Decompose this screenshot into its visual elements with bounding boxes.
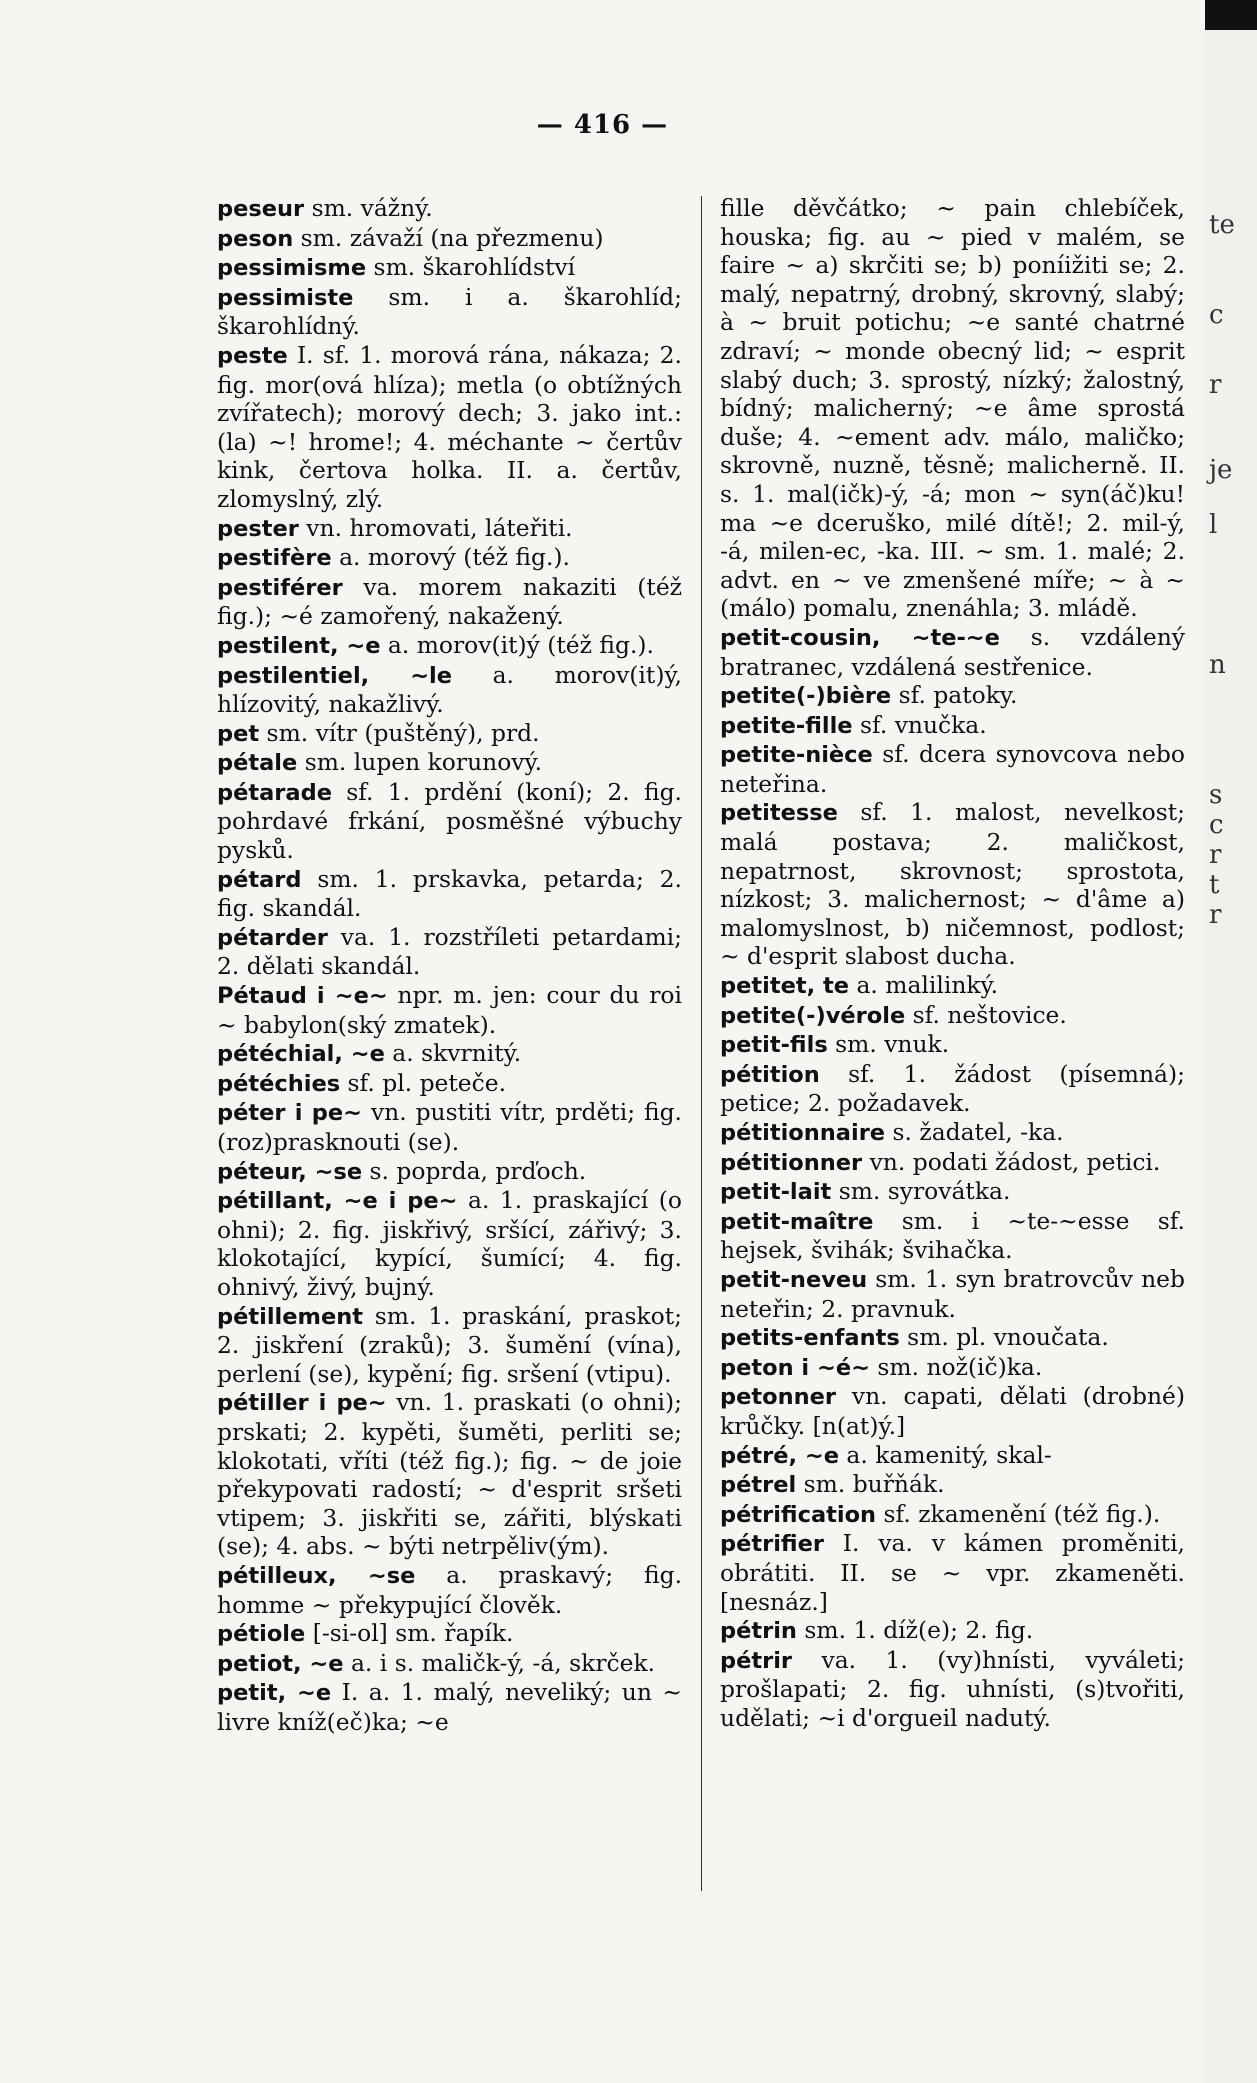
entry-headword: peste (217, 342, 288, 369)
next-page-fragment: n (1209, 650, 1226, 680)
entry-definition: sf. dcera synovcova nebo neteřina. (720, 740, 1185, 798)
entry-headword: petite(-)bière (720, 683, 892, 710)
entry-definition: a. morov(it)ý (též fig.). (380, 630, 654, 659)
dictionary-entry (217, 981, 682, 1039)
next-page-fragment: c (1209, 810, 1224, 840)
entry-definition: sm. vítr (puštěný), prd. (259, 718, 540, 747)
entry-headword: pestiférer (217, 574, 343, 601)
dictionary-entry (720, 1646, 1185, 1733)
entry-headword: petit-fils (720, 1032, 828, 1059)
entry-definition: a. i s. maličk-ý, -á, skrček. (343, 1648, 656, 1677)
entry-definition: I. va. v kámen proměniti, obrátiti. II. se ~ vpr. zkameněti. [nesnáz.] (720, 1529, 1185, 1616)
entry-headword: pétéchies (217, 1070, 341, 1097)
entry-definition: sf. patoky. (891, 681, 1018, 710)
entry-headword: petite-fille (720, 712, 853, 739)
entry-definition: a. skvrnitý. (384, 1039, 522, 1068)
dictionary-entry (720, 1323, 1185, 1353)
entry-headword: pétilleux, ~se (217, 1562, 416, 1589)
entry-definition: [-si-ol] sm. řapík. (305, 1619, 514, 1648)
dictionary-entry (217, 1678, 682, 1736)
entry-headword: petitesse (720, 800, 838, 827)
entry-headword: petit-cousin, ~te-~e (720, 624, 1000, 651)
dictionary-entry (720, 1529, 1185, 1616)
entry-headword: pétrir (720, 1647, 793, 1674)
entry-definition: sm. závaží (na přezmenu) (293, 223, 604, 252)
entry-headword: petiot, ~e (217, 1650, 344, 1677)
entry-headword: petits-enfants (720, 1325, 900, 1352)
dictionary-entry (720, 623, 1185, 681)
dictionary-entry (720, 1060, 1185, 1118)
dictionary-entry (217, 573, 682, 631)
entry-headword: pétiller i pe~ (217, 1390, 387, 1417)
entry-definition: I. a. 1. malý, neveliký; un ~ livre kníž(eč)ka; ~e (217, 1678, 682, 1736)
entry-definition: I. sf. 1. morová rána, nákaza; 2. fig. mor(ová hlíza); metla (o obtížných zvířatech); morový dech; 3. jako int.: (la) ~! hrome!; 4. méchante ~ čertův kink, čertova holka. II. a. čertův, zlomyslný, zlý. (217, 340, 682, 513)
entry-headword: petit-maître (720, 1208, 874, 1235)
entry-definition: npr. m. jen: cour du roi ~ babylon(ský zmatek). (217, 981, 682, 1039)
entry-definition: vn. pustiti vítr, prděti; fig. (roz)prasknouti (se). (217, 1098, 682, 1156)
dictionary-entry (217, 514, 682, 544)
entry-headword: Pétaud i ~e~ (217, 983, 388, 1010)
dictionary-entry (720, 740, 1185, 798)
entry-headword: pestilent, ~e (217, 632, 381, 659)
entry-definition: s. žadatel, -ka. (885, 1118, 1064, 1146)
entry-definition: vn. capati, dělati (drobné) krůčky. [n(at)ý.] (720, 1382, 1185, 1440)
dictionary-entry (217, 1561, 682, 1619)
entry-definition: a. praskavý; fig. homme ~ překypující člověk. (217, 1560, 683, 1619)
entry-definition: vn. 1. praskati (o ohni); prskati; 2. kypěti, šuměti, perliti se; klokotati, vříti (též fig.); fig. ~ de joie překypovati radostí; ~ d'esprit sršeti vtipem; 3. jiskřiti se, zářiti, blýskati (se); 4. abs. ~ býti netrpěliv(ým). (217, 1388, 683, 1561)
entry-definition: a. kamenitý, skal- (838, 1440, 1052, 1469)
entry-definition: vn. podati žádost, petici. (862, 1147, 1161, 1176)
entry-definition: va. 1. (vy)hnísti, vyváleti; prošlapati; 2. fig. uhnísti, (s)tvořiti, udělati; ~i d'orgueil nadutý. (720, 1645, 1185, 1732)
entry-definition: vn. hromovati, láteřiti. (298, 513, 573, 542)
entry-definition: sf. pl. peteče. (340, 1068, 507, 1097)
dictionary-entry (217, 865, 682, 923)
right-column (720, 194, 1185, 1732)
entry-definition: va. morem nakaziti (též fig.); ~é zamořený, nakažený. (217, 572, 682, 631)
entry-headword: pétarade (217, 779, 332, 806)
dictionary-entry (217, 224, 682, 254)
entry-definition: sm. lupen korunový. (297, 748, 543, 777)
entry-headword: peson (217, 225, 294, 252)
entry-headword: pétitionnaire (720, 1120, 886, 1146)
entry-definition: sm. nož(ič)ka. (869, 1352, 1043, 1381)
entry-definition: sm. i ~te-~esse sf. hejsek, švihák; švihačka. (720, 1206, 1185, 1265)
next-page-fragment: r (1209, 900, 1222, 930)
dictionary-entry (720, 1001, 1185, 1031)
entry-headword: pétéchial, ~e (217, 1041, 385, 1068)
dictionary-entry (217, 748, 682, 778)
entry-definition: sf. 1. malost, nevelkost; malá postava; 2. maličkost, nepatrnost, skrovnost; sprostota, nízkost; 3. malichernost; ~ d'âme a) malomyslnost, b) ničemnost, podlost; ~ d'esprit slabost ducha. (720, 798, 1185, 971)
entry-definition: fille děvčátko; ~ pain chlebíček, houska; fig. au ~ pied v malém, se faire ~ a) skrčiti se; b) poníižiti se; 2. malý, nepatrný, drobný, skrovný, slabý; à ~ bruit potichu; ~e santé chatrné zdraví; ~ monde obecný lid; ~ esprit slabý duch; 3. sprostý, nízký; žalostný, bídný; malicherný; ~e âme sprostá duše; 4. ~ement adv. málo, maličko; skrovně, nuzně, těsně; malicherně. II. s. 1. mal(ičk)-ý, -á; mon ~ syn(áč)ku! ma ~e dceruško, milé dítě!; 2. mil-ý, -á, milen-ec, -ka. III. ~ sm. 1. malé; 2. advt. en ~ ve zmenšené míře; ~ à ~ (málo) pomalu, znenáhla; 3. mládě. (720, 194, 1185, 623)
next-page-fragment: je (1209, 455, 1233, 485)
entry-headword: pétard (217, 866, 302, 893)
entry-definition: a. morový (též fig.). (331, 543, 570, 572)
dictionary-entry (720, 1148, 1185, 1178)
page-number: — 416 — (536, 110, 669, 140)
next-page-fragment: r (1209, 840, 1222, 870)
dictionary-entry (217, 778, 682, 865)
entry-definition: s. vzdálený bratranec, vzdálená sestřenice. (720, 622, 1185, 681)
entry-headword: pétarder (217, 924, 328, 951)
dictionary-entry (217, 341, 682, 514)
entry-headword: péteur, ~se (217, 1158, 363, 1185)
next-page-fragment: c (1209, 300, 1224, 330)
dictionary-entry (720, 1030, 1185, 1060)
next-page-fragment: l (1209, 510, 1218, 540)
entry-definition: sm. pl. vnoučata. (899, 1323, 1109, 1352)
entry-headword: pétitionner (720, 1149, 863, 1176)
entry-definition: sm. 1. díž(e); 2. fig. (796, 1616, 1034, 1645)
entry-definition: sm. buřňák. (796, 1470, 945, 1499)
entry-definition: a. morov(it)ý, hlízovitý, nakažlivý. (217, 660, 682, 719)
dictionary-entry (217, 1302, 682, 1389)
dictionary-entry (217, 1098, 682, 1156)
entry-definition: sm. škarohlídství (366, 253, 576, 282)
dictionary-entry (720, 1382, 1185, 1440)
entry-definition: s. poprda, prďoch. (362, 1156, 587, 1185)
entry-headword: petit-neveu (720, 1266, 868, 1293)
entry-headword: pessimiste (217, 284, 354, 311)
entry-definition: sm. 1. syn bratrovcův neb neteřin; 2. pravnuk. (720, 1264, 1185, 1323)
entry-headword: pétillant, ~e i pe~ (217, 1188, 458, 1215)
dictionary-entry (217, 543, 682, 573)
entry-headword: pessimisme (217, 255, 367, 282)
entry-headword: pétillement (217, 1303, 363, 1330)
entry-headword: pétiole (217, 1621, 306, 1648)
entry-headword: pet (217, 720, 260, 747)
column-divider (701, 196, 702, 1891)
entry-headword: petite(-)vérole (720, 1002, 906, 1029)
entry-headword: petit, ~e (217, 1680, 332, 1707)
dictionary-entry (217, 923, 682, 981)
entry-headword: pétrin (720, 1618, 797, 1645)
dictionary-entry (217, 194, 682, 224)
entry-definition: sm. 1. prskavka, petarda; 2. fig. skandál. (217, 864, 682, 923)
next-page-fragment: te (1209, 210, 1235, 240)
entry-headword: petit-lait (720, 1179, 832, 1206)
dictionary-entry (217, 661, 682, 719)
dictionary-entry (720, 1616, 1185, 1646)
entry-definition: va. 1. rozstříleti petardami; 2. dělati skandál. (217, 922, 682, 981)
dictionary-entry (720, 798, 1185, 971)
entry-definition: sm. 1. praskání, praskot; 2. jiskření (zraků); 3. šumění (vína), perlení (se), kypění; fig. sršení (vtipu). (217, 1301, 682, 1388)
entry-definition: sm. syrovátka. (831, 1177, 1011, 1206)
dictionary-entry (217, 631, 682, 661)
dictionary-entry (720, 681, 1185, 711)
entry-headword: pester (217, 515, 299, 542)
dictionary-entry (217, 1388, 682, 1561)
entry-headword: pétition (720, 1061, 820, 1088)
entry-headword: pétré, ~e (720, 1442, 839, 1469)
dictionary-entry (217, 1186, 682, 1301)
dictionary-entry (217, 283, 682, 341)
dictionary-entry (217, 1069, 682, 1099)
dictionary-entry (720, 1353, 1185, 1383)
dictionary-entry (217, 253, 682, 283)
entry-headword: peton i ~é~ (720, 1354, 870, 1381)
entry-headword: pétrifier (720, 1531, 824, 1558)
dictionary-entry (720, 1500, 1185, 1530)
left-column (217, 194, 682, 1736)
entry-headword: pétrel (720, 1472, 797, 1499)
dictionary-entry (217, 1157, 682, 1187)
entry-definition: sf. 1. žádost (písemná); petice; 2. požadavek. (720, 1059, 1185, 1118)
entry-definition: sm. vážný. (304, 194, 433, 222)
dictionary-entry (217, 1649, 682, 1679)
entry-definition: sf. vnučka. (852, 710, 987, 739)
dictionary-entry (720, 1441, 1185, 1471)
dictionary-entry (720, 1265, 1185, 1323)
entry-definition: sf. neštovice. (905, 1000, 1067, 1029)
dictionary-entry (720, 1118, 1185, 1148)
entry-headword: pétale (217, 750, 298, 777)
entry-definition: a. 1. praskající (o ohni); 2. fig. jiskřivý, sršící, zářivý; 3. klokotající, kypící, šumící; 4. fig. ohnivý, živý, bujný. (217, 1186, 683, 1301)
dictionary-entry (720, 711, 1185, 741)
entry-definition: sf. zkamenění (též fig.). (876, 1499, 1161, 1528)
dictionary-entry (217, 719, 682, 749)
entry-headword: pestifère (217, 545, 332, 572)
entry-definition: a. malilinký. (849, 971, 999, 1000)
dictionary-entry (720, 1470, 1185, 1500)
entry-headword: pétrification (720, 1501, 877, 1528)
entry-headword: pestilentiel, ~le (217, 662, 453, 689)
entry-definition: sm. vnuk. (827, 1030, 950, 1059)
entry-headword: petonner (720, 1384, 836, 1411)
dictionary-entry (720, 194, 1185, 623)
dictionary-entry (720, 1207, 1185, 1265)
dictionary-entry (720, 971, 1185, 1001)
entry-headword: peseur (217, 196, 305, 222)
entry-definition: sm. i a. škarohlíd; škarohlídný. (217, 282, 682, 341)
dictionary-entry (217, 1619, 682, 1649)
entry-headword: petitet, te (720, 973, 850, 1000)
entry-headword: petite-nièce (720, 742, 873, 769)
next-page-fragment: r (1209, 370, 1222, 400)
dictionary-entry (720, 1177, 1185, 1207)
next-page-edge (1205, 30, 1257, 2083)
dictionary-entry (217, 1039, 682, 1069)
entry-definition: sf. 1. prdění (koní); 2. fig. pohrdavé frkání, posměšné výbuchy pysků. (217, 777, 682, 865)
next-page-fragment: t (1209, 870, 1220, 900)
entry-headword: péter i pe~ (217, 1100, 363, 1127)
next-page-fragment: s (1209, 780, 1223, 810)
